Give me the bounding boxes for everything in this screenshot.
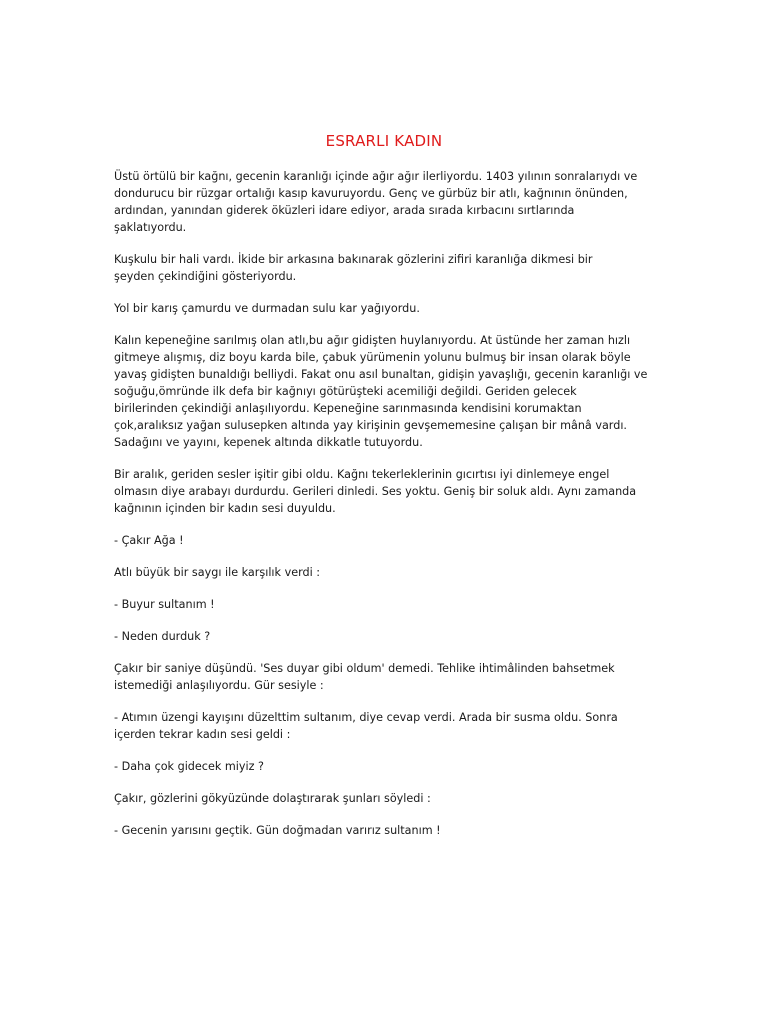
text-line: - Daha çok gidecek miyiz ?: [114, 760, 264, 773]
text-line: istemediği anlaşılıyordu. Gür sesiyle :: [114, 679, 324, 692]
text-line: - Atımın üzengi kayışını düzelttim sultanım, diye cevap verdi. Arada bir susma oldu. Sonra: [114, 711, 618, 724]
paragraph: [114, 300, 664, 317]
paragraph: [114, 332, 664, 451]
text-line: çok,aralıksız yağan sulusepken altında yay kirişinin gevşememesine çalışan bir mânâ vardı.: [114, 419, 627, 432]
text-line: Kalın kepeneğine sarılmış olan atlı,bu ağır gidişten huylanıyordu. At üstünde her zaman hızlı: [114, 334, 631, 347]
paragraph: [114, 709, 664, 743]
paragraph: [114, 466, 664, 517]
document-body: [114, 168, 664, 854]
paragraph: [114, 790, 664, 807]
text-line: Atlı büyük bir saygı ile karşılık verdi :: [114, 566, 321, 579]
text-line: Bir aralık, geriden sesler işitir gibi oldu. Kağnı tekerleklerinin gıcırtısı iyi dinlemeye engel: [114, 468, 610, 481]
text-line: Kuşkulu bir hali vardı. İkide bir arkasına bakınarak gözlerini zifiri karanlığa dikmesi bir: [114, 253, 593, 266]
paragraph: [114, 758, 664, 775]
paragraph: [114, 596, 664, 613]
text-line: - Neden durduk ?: [114, 630, 211, 643]
text-line: yavaş gidişten bunaldığı belliydi. Fakat onu asıl bunaltan, gidişin yavaşlığı, gecenin karanlığı ve: [114, 368, 648, 381]
text-line: olmasın diye arabayı durdurdu. Gerileri dinledi. Ses yoktu. Geniş bir soluk aldı. Aynı zamanda: [114, 485, 637, 498]
text-line: şaklatıyordu.: [114, 221, 187, 234]
text-line: Çakır, gözlerini gökyüzünde dolaştırarak şunları söyledi :: [114, 792, 431, 805]
text-line: Yol bir karış çamurdu ve durmadan sulu kar yağıyordu.: [114, 302, 420, 315]
text-line: içerden tekrar kadın sesi geldi :: [114, 728, 291, 741]
paragraph: [114, 251, 664, 285]
paragraph: [114, 532, 664, 549]
text-line: ardından, yanından giderek öküzleri idare ediyor, arada sırada kırbacını sırtlarında: [114, 204, 575, 217]
paragraph: [114, 564, 664, 581]
text-line: Sadağını ve yayını, kepenek altında dikkatle tutuyordu.: [114, 436, 423, 449]
text-line: - Çakır Ağa !: [114, 534, 184, 547]
text-line: gitmeye alışmış, diz boyu karda bile, çabuk yürümenin yolunu bulmuş bir insan olarak böyle: [114, 351, 631, 364]
text-line: kağnının içinden bir kadın sesi duyuldu.: [114, 502, 336, 515]
text-line: Çakır bir saniye düşündü. 'Ses duyar gibi oldum' demedi. Tehlike ihtimâlinden bahsetmek: [114, 662, 615, 675]
paragraph: [114, 168, 664, 236]
text-line: birilerinden çekindiği anlaşılıyordu. Kepeneğine sarınmasında kendisini korumaktan: [114, 402, 582, 415]
text-line: şeyden çekindiğini gösteriyordu.: [114, 270, 297, 283]
text-line: dondurucu bir rüzgar ortalığı kasıp kavuruyordu. Genç ve gürbüz bir atlı, kağnının önünden,: [114, 187, 628, 200]
text-line: soğuğu,ömründe ilk defa bir kağnıyı götürüşteki acemiliği değildi. Geriden gelecek: [114, 385, 577, 398]
text-line: - Buyur sultanım !: [114, 598, 215, 611]
paragraph: [114, 660, 664, 694]
text-line: - Gecenin yarısını geçtik. Gün doğmadan varırız sultanım !: [114, 824, 441, 837]
paragraph: [114, 822, 664, 839]
text-line: Üstü örtülü bir kağnı, gecenin karanlığı içinde ağır ağır ilerliyordu. 1403 yılının sonralarıydı ve: [114, 170, 638, 183]
document-title: ESRARLI KADIN: [325, 132, 443, 150]
paragraph: [114, 628, 664, 645]
